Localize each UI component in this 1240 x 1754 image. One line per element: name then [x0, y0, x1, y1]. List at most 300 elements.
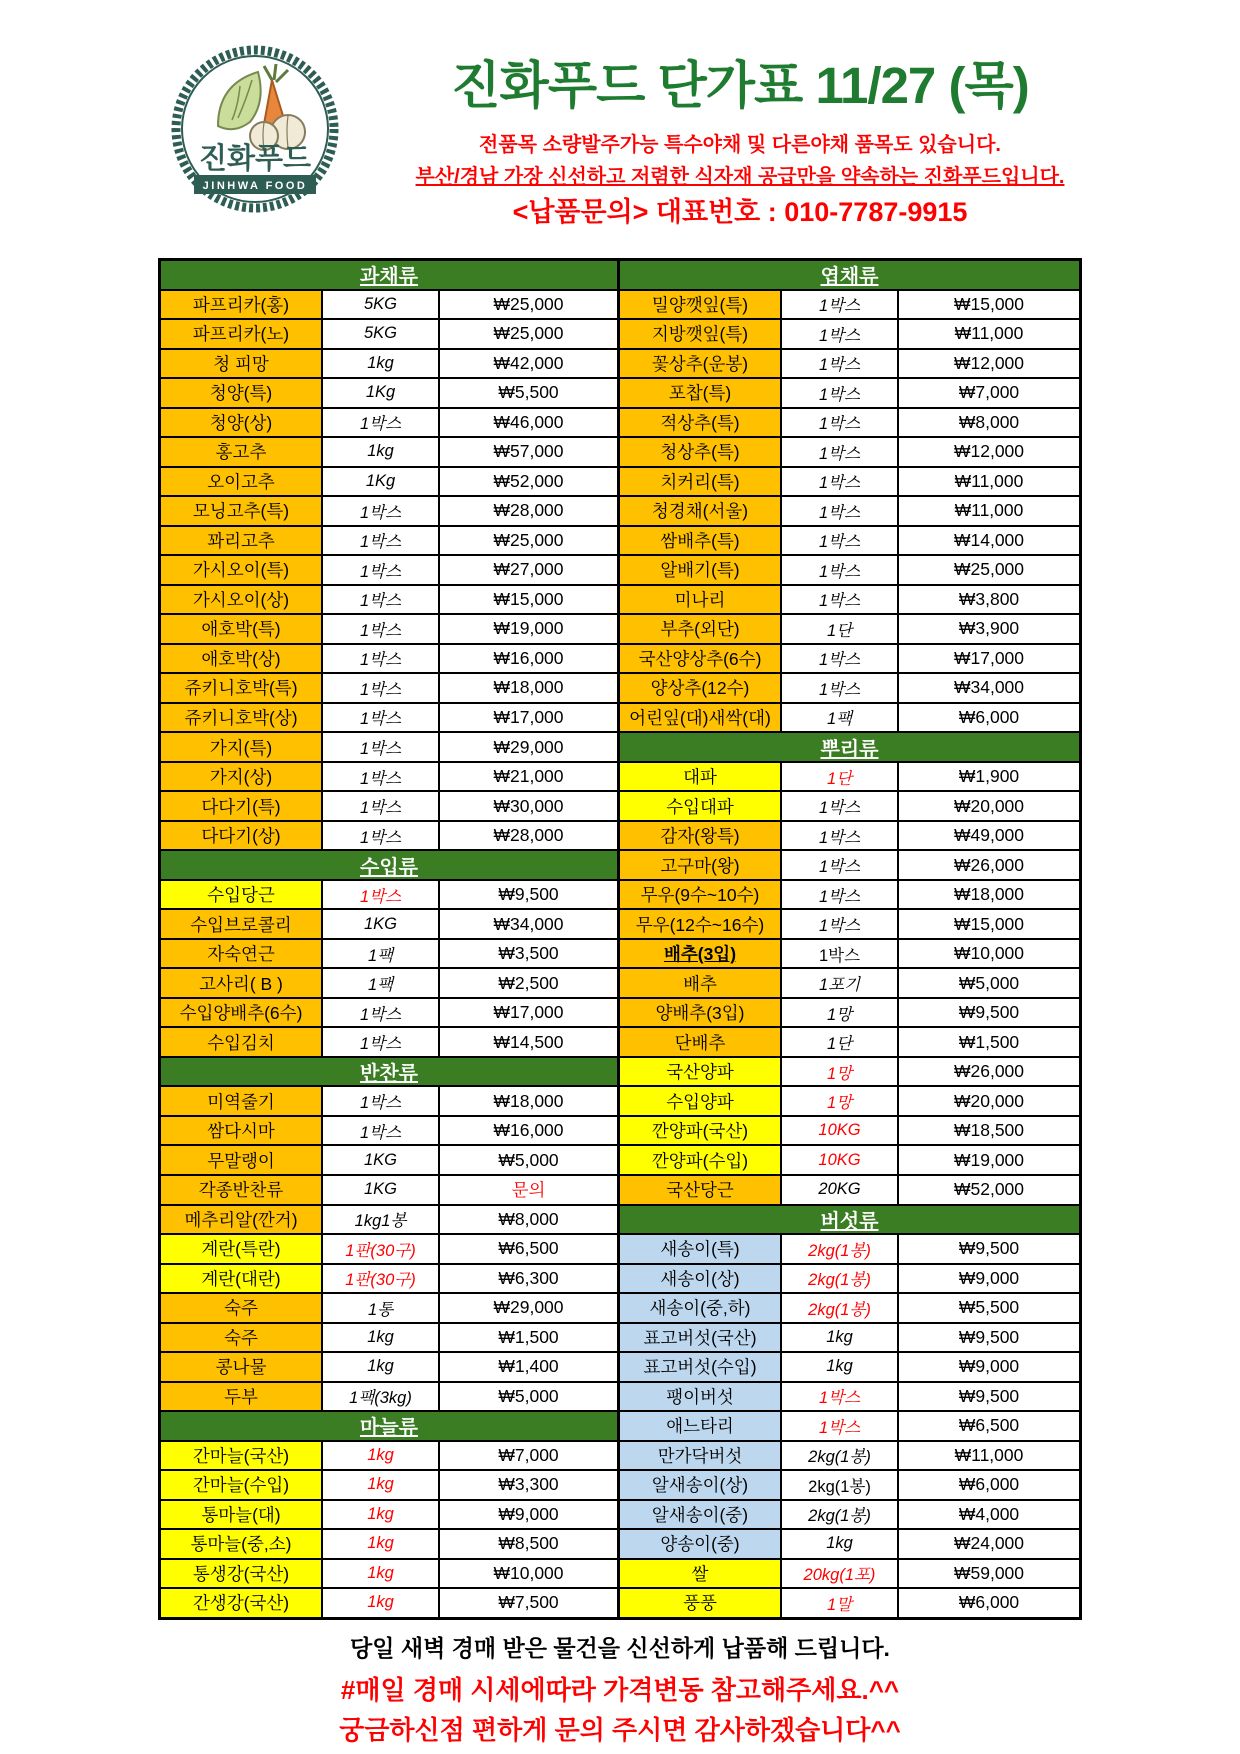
- unit-cell: 1박스: [782, 586, 899, 614]
- unit-cell: 1포기: [782, 969, 899, 997]
- unit-cell: 2kg(1봉): [782, 1471, 899, 1499]
- item-name-cell: 두부: [161, 1383, 323, 1411]
- table-row: [620, 586, 1079, 616]
- table-row: [620, 350, 1079, 380]
- table-row: [161, 1117, 617, 1147]
- unit-cell: 1단: [782, 1028, 899, 1056]
- unit-cell: 1박스: [323, 792, 440, 820]
- item-name-cell: 무말랭이: [161, 1146, 323, 1174]
- price-cell: ₩18,500: [953, 1120, 1025, 1141]
- item-name-cell: 알새송이(중): [620, 1501, 782, 1529]
- table-row: [620, 674, 1079, 704]
- price-cell: ₩25,000: [953, 559, 1025, 580]
- price-cell: ₩24,000: [953, 1533, 1025, 1554]
- table-row: [161, 704, 617, 734]
- table-row: [161, 1560, 617, 1590]
- item-name-cell: 애느타리: [620, 1412, 782, 1440]
- item-name-cell: 계란(대란): [161, 1265, 323, 1293]
- unit-cell: 1kg: [782, 1530, 899, 1558]
- price-cell: ₩9,000: [498, 1503, 559, 1524]
- unit-cell: 2kg(1봉): [782, 1235, 899, 1263]
- item-name-cell: 청상추(특): [620, 438, 782, 466]
- unit-cell: 1박스: [782, 497, 899, 525]
- price-cell: ₩12,000: [953, 352, 1025, 373]
- item-name-cell: 만가닥버섯: [620, 1442, 782, 1470]
- item-name-cell: 쌀: [620, 1560, 782, 1588]
- price-cell: ₩17,000: [493, 706, 564, 727]
- unit-cell: 1박스: [323, 733, 440, 761]
- section-header-row: [620, 733, 1079, 763]
- table-row: [161, 1353, 617, 1383]
- item-name-cell: 청양(특): [161, 379, 323, 407]
- unit-cell: 1kg: [323, 438, 440, 466]
- unit-cell: 1Kg: [323, 379, 440, 407]
- item-name-cell: 쌈다시마: [161, 1117, 323, 1145]
- unit-cell: 1KG: [323, 1176, 440, 1204]
- price-cell: ₩1,900: [958, 766, 1020, 787]
- price-table: [158, 258, 1082, 1620]
- price-cell: ₩12,000: [953, 441, 1025, 462]
- table-row: [161, 615, 617, 645]
- table-row: [620, 409, 1079, 439]
- item-name-cell: 수입양배추(6수): [161, 999, 323, 1027]
- price-cell: ₩9,500: [958, 1385, 1020, 1406]
- item-name-cell: 밀양깻잎(특): [620, 291, 782, 319]
- table-row: [161, 910, 617, 940]
- footer-note-delivery: 당일 새벽 경매 받은 물건을 신선하게 납품해 드립니다.: [350, 1635, 890, 1661]
- item-name-cell: 표고버섯(국산): [620, 1324, 782, 1352]
- unit-cell: 2kg(1봉): [782, 1294, 899, 1322]
- price-cell: ₩25,000: [493, 323, 564, 344]
- price-cell: ₩9,500: [958, 1238, 1020, 1259]
- item-name-cell: 파프리카(노): [161, 320, 323, 348]
- table-row: [161, 822, 617, 852]
- price-cell: ₩7,000: [498, 1444, 559, 1465]
- table-row: [161, 468, 617, 498]
- footer-note-price-change: #매일 경매 시세에따라 가격변동 참고해주세요.^^: [340, 1675, 900, 1705]
- item-name-cell: 국산양상추(6수): [620, 645, 782, 673]
- item-name-cell: 배추: [620, 969, 782, 997]
- table-row: [620, 1117, 1079, 1147]
- table-row: [620, 851, 1079, 881]
- unit-cell: 1팩(3kg): [323, 1383, 440, 1411]
- item-name-cell: 통마늘(대): [161, 1501, 323, 1529]
- price-cell: ₩4,000: [958, 1503, 1020, 1524]
- unit-cell: 1박스: [782, 822, 899, 850]
- item-name-cell: 대파: [620, 763, 782, 791]
- unit-cell: 1박스: [323, 763, 440, 791]
- unit-cell: 1kg: [323, 1501, 440, 1529]
- table-row: [161, 350, 617, 380]
- item-name-cell: 수입대파: [620, 792, 782, 820]
- price-cell: ₩14,000: [953, 529, 1025, 550]
- price-cell: ₩9,000: [958, 1267, 1020, 1288]
- item-name-cell: 간마늘(국산): [161, 1442, 323, 1470]
- section-title: 엽채류: [820, 266, 879, 289]
- unit-cell: 1박스: [323, 1087, 440, 1115]
- table-row: [620, 1235, 1079, 1265]
- price-cell: ₩9,500: [958, 1002, 1020, 1023]
- item-name-cell: 쥬키니호박(특): [161, 674, 323, 702]
- price-cell: ₩9,000: [958, 1356, 1020, 1377]
- item-name-cell: 풍풍: [620, 1589, 782, 1617]
- price-table-left-column: [161, 261, 620, 1617]
- table-row: [161, 527, 617, 557]
- subtitle-line-2: 부산/경남 가장 신선하고 저렴한 식자재 공급만을 약속하는 진화푸드입니다.: [415, 166, 1065, 188]
- price-cell: ₩19,000: [493, 618, 564, 639]
- table-row: [620, 704, 1079, 734]
- price-cell: ₩26,000: [953, 1061, 1025, 1082]
- unit-cell: 1kg: [782, 1324, 899, 1352]
- table-row: [161, 409, 617, 439]
- logo-english-text: JINHWA FOOD: [202, 180, 308, 192]
- unit-cell: 1팩: [323, 969, 440, 997]
- item-name-cell: 자숙연근: [161, 940, 323, 968]
- price-cell: ₩6,000: [958, 1592, 1020, 1613]
- table-row: [161, 1235, 617, 1265]
- table-row: [161, 1324, 617, 1354]
- unit-cell: 1판(30구): [323, 1235, 440, 1263]
- price-cell: ₩8,500: [498, 1533, 559, 1554]
- table-row: [161, 763, 617, 793]
- price-cell: ₩9,500: [498, 884, 559, 905]
- table-row: [161, 733, 617, 763]
- table-row: [620, 792, 1079, 822]
- item-name-cell: 홍고추: [161, 438, 323, 466]
- unit-cell: 1박스: [323, 645, 440, 673]
- table-row: [161, 497, 617, 527]
- unit-cell: 1박스: [782, 320, 899, 348]
- item-name-cell: 메추리알(깐거): [161, 1206, 323, 1234]
- section-title: 과채류: [360, 266, 418, 289]
- section-header-row: [161, 1058, 617, 1088]
- table-row: [161, 940, 617, 970]
- price-cell: ₩1,400: [498, 1356, 559, 1377]
- unit-cell: 1통: [323, 1294, 440, 1322]
- unit-cell: 1박스: [782, 350, 899, 378]
- unit-cell: 1박스: [782, 556, 899, 584]
- unit-cell: 1kg: [323, 1353, 440, 1381]
- item-name-cell: 팽이버섯: [620, 1383, 782, 1411]
- unit-cell: 1판(30구): [323, 1265, 440, 1293]
- item-name-cell: 미역줄기: [161, 1087, 323, 1115]
- table-row: [161, 1471, 617, 1501]
- item-name-cell: 양배추(3입): [620, 999, 782, 1027]
- unit-cell: 1kg: [323, 1589, 440, 1617]
- price-cell: ₩8,000: [498, 1208, 559, 1229]
- item-name-cell: 수입당근: [161, 881, 323, 909]
- table-row: [161, 1589, 617, 1617]
- price-cell: ₩14,500: [493, 1031, 564, 1052]
- unit-cell: 1박스: [323, 556, 440, 584]
- price-cell: 문의: [511, 1180, 546, 1201]
- table-row: [620, 1501, 1079, 1531]
- table-row: [620, 940, 1079, 970]
- price-cell: ₩46,000: [493, 411, 564, 432]
- price-cell: ₩18,000: [953, 884, 1025, 905]
- item-name-cell: 통생강(국산): [161, 1560, 323, 1588]
- price-cell: ₩6,300: [498, 1267, 559, 1288]
- price-cell: ₩5,000: [498, 1149, 559, 1170]
- price-cell: ₩11,000: [954, 470, 1024, 491]
- unit-cell: 1망: [782, 1058, 899, 1086]
- table-row: [620, 556, 1079, 586]
- table-row: [161, 1501, 617, 1531]
- item-name-cell: 숙주: [161, 1294, 323, 1322]
- price-cell: ₩28,000: [493, 825, 564, 846]
- unit-cell: 1박스: [323, 586, 440, 614]
- unit-cell: 2kg(1봉): [782, 1265, 899, 1293]
- unit-cell: 2kg(1봉): [782, 1442, 899, 1470]
- unit-cell: 10KG: [782, 1146, 899, 1174]
- item-name-cell: 각종반찬류: [161, 1176, 323, 1204]
- table-row: [161, 556, 617, 586]
- price-cell: ₩29,000: [493, 736, 564, 757]
- price-cell: ₩1,500: [958, 1031, 1020, 1052]
- item-name-cell: 꽃상추(운봉): [620, 350, 782, 378]
- item-name-cell: 표고버섯(수입): [620, 1353, 782, 1381]
- unit-cell: 1망: [782, 1087, 899, 1115]
- item-name-cell: 알배기(특): [620, 556, 782, 584]
- price-cell: ₩15,000: [493, 588, 564, 609]
- footer-note-inquiry: 궁금하신점 편하게 문의 주시면 감사하겠습니다^^: [339, 1715, 901, 1745]
- item-name-cell: 양상추(12수): [620, 674, 782, 702]
- unit-cell: 1박스: [782, 527, 899, 555]
- table-row: [620, 1176, 1079, 1206]
- page-title: 진화푸드 단가표 11/27 (목): [451, 57, 1029, 114]
- unit-cell: 1박스: [323, 497, 440, 525]
- price-cell: ₩11,000: [954, 323, 1024, 344]
- contact-phone: <납품문의> 대표번호 : 010-7787-9915: [512, 197, 968, 227]
- unit-cell: 2kg(1봉): [782, 1501, 899, 1529]
- table-row: [620, 1442, 1079, 1472]
- price-cell: ₩25,000: [493, 293, 564, 314]
- table-row: [161, 999, 617, 1029]
- price-cell: ₩16,000: [493, 647, 564, 668]
- unit-cell: 1박스: [782, 940, 899, 968]
- unit-cell: 1박스: [782, 674, 899, 702]
- unit-cell: 1박스: [323, 704, 440, 732]
- price-cell: ₩18,000: [493, 677, 564, 698]
- item-name-cell: 양송이(중): [620, 1530, 782, 1558]
- item-name-cell: 애호박(특): [161, 615, 323, 643]
- price-cell: ₩5,000: [958, 972, 1020, 993]
- price-cell: ₩21,000: [493, 766, 564, 787]
- item-name-cell: 무우(12수~16수): [620, 910, 782, 938]
- table-row: [161, 1028, 617, 1058]
- item-name-cell: 꽈리고추: [161, 527, 323, 555]
- table-row: [620, 1058, 1079, 1088]
- item-name-cell: 가시오이(특): [161, 556, 323, 584]
- price-cell: ₩11,000: [954, 500, 1024, 521]
- price-cell: ₩30,000: [493, 795, 564, 816]
- table-row: [620, 1383, 1079, 1413]
- unit-cell: 1kg1봉: [323, 1206, 440, 1234]
- table-row: [620, 881, 1079, 911]
- unit-cell: 1단: [782, 615, 899, 643]
- table-row: [161, 320, 617, 350]
- unit-cell: 1kg: [323, 1560, 440, 1588]
- price-cell: ₩52,000: [953, 1179, 1025, 1200]
- price-cell: ₩19,000: [953, 1149, 1025, 1170]
- company-logo: [160, 40, 350, 220]
- subtitle-line-1: 전품목 소량발주가능 특수야채 및 다른야채 품목도 있습니다.: [479, 134, 1001, 156]
- unit-cell: 1박스: [782, 438, 899, 466]
- item-name-cell: 숙주: [161, 1324, 323, 1352]
- item-name-cell: 파프리카(홍): [161, 291, 323, 319]
- item-name-cell: 다다기(상): [161, 822, 323, 850]
- section-title: 뿌리류: [820, 738, 879, 761]
- item-name-cell: 쥬키니호박(상): [161, 704, 323, 732]
- item-name-cell: 수입양파: [620, 1087, 782, 1115]
- table-row: [620, 645, 1079, 675]
- section-header-row: [620, 1206, 1079, 1236]
- unit-cell: 1박스: [323, 615, 440, 643]
- price-cell: ₩7,000: [958, 382, 1020, 403]
- unit-cell: 1kg: [782, 1353, 899, 1381]
- logo-korean-text: 진화푸드: [198, 143, 312, 175]
- table-row: [620, 615, 1079, 645]
- price-cell: ₩57,000: [493, 441, 564, 462]
- table-row: [620, 1265, 1079, 1295]
- price-cell: ₩34,000: [953, 677, 1025, 698]
- price-cell: ₩42,000: [493, 352, 564, 373]
- price-cell: ₩8,000: [958, 411, 1020, 432]
- table-row: [161, 586, 617, 616]
- unit-cell: 1박스: [782, 792, 899, 820]
- unit-cell: 1박스: [782, 881, 899, 909]
- unit-cell: 1박스: [782, 468, 899, 496]
- item-name-cell: 새송이(상): [620, 1265, 782, 1293]
- item-name-cell: 감자(왕특): [620, 822, 782, 850]
- item-name-cell: 단배추: [620, 1028, 782, 1056]
- section-header-row: [161, 851, 617, 881]
- item-name-cell: 국산양파: [620, 1058, 782, 1086]
- price-cell: ₩26,000: [953, 854, 1025, 875]
- table-row: [620, 1530, 1079, 1560]
- item-name-cell: 부추(외단): [620, 615, 782, 643]
- price-cell: ₩3,500: [498, 943, 559, 964]
- price-cell: ₩6,500: [498, 1238, 559, 1259]
- section-title: 반찬류: [360, 1063, 418, 1086]
- table-row: [620, 497, 1079, 527]
- table-row: [620, 763, 1079, 793]
- price-cell: ₩10,000: [493, 1562, 564, 1583]
- item-name-cell: 미나리: [620, 586, 782, 614]
- table-row: [620, 822, 1079, 852]
- unit-cell: 1KG: [323, 1146, 440, 1174]
- section-title: 버섯류: [820, 1210, 879, 1233]
- unit-cell: 1박스: [323, 881, 440, 909]
- unit-cell: 5KG: [323, 291, 440, 319]
- unit-cell: 1박스: [782, 409, 899, 437]
- price-cell: ₩29,000: [493, 1297, 564, 1318]
- table-row: [620, 969, 1079, 999]
- price-cell: ₩7,500: [498, 1592, 559, 1613]
- unit-cell: 1팩: [323, 940, 440, 968]
- unit-cell: 1박스: [323, 409, 440, 437]
- section-header-row: [161, 261, 617, 291]
- price-cell: ₩17,000: [493, 1002, 564, 1023]
- unit-cell: 1말: [782, 1589, 899, 1617]
- table-row: [620, 910, 1079, 940]
- table-row: [161, 1146, 617, 1176]
- unit-cell: 1박스: [782, 851, 899, 879]
- table-row: [620, 1324, 1079, 1354]
- table-row: [620, 1087, 1079, 1117]
- item-name-cell: 가지(상): [161, 763, 323, 791]
- table-row: [620, 999, 1079, 1029]
- price-cell: ₩3,900: [958, 618, 1020, 639]
- table-row: [161, 1294, 617, 1324]
- table-row: [161, 1206, 617, 1236]
- table-row: [161, 438, 617, 468]
- price-cell: ₩52,000: [493, 470, 564, 491]
- table-row: [161, 1530, 617, 1560]
- price-cell: ₩5,500: [498, 382, 559, 403]
- jinhwa-food-stamp-icon: [160, 40, 350, 220]
- table-row: [620, 1589, 1079, 1617]
- item-name-cell: 적상추(특): [620, 409, 782, 437]
- item-name-cell: 포찹(특): [620, 379, 782, 407]
- item-name-cell: 쌈배추(특): [620, 527, 782, 555]
- item-name-cell: 치커리(특): [620, 468, 782, 496]
- item-name-cell: 간마늘(수입): [161, 1471, 323, 1499]
- item-name-cell: 콩나물: [161, 1353, 323, 1381]
- item-name-cell: 지방깻잎(특): [620, 320, 782, 348]
- unit-cell: 1kg: [323, 1324, 440, 1352]
- unit-cell: 1kg: [323, 1471, 440, 1499]
- item-name-cell: 청양(상): [161, 409, 323, 437]
- unit-cell: 1박스: [782, 910, 899, 938]
- unit-cell: 1kg: [323, 1442, 440, 1470]
- table-row: [620, 1412, 1079, 1442]
- unit-cell: 1박스: [782, 379, 899, 407]
- table-row: [161, 792, 617, 822]
- item-name-cell: 무우(9수~10수): [620, 881, 782, 909]
- price-cell: ₩18,000: [493, 1090, 564, 1111]
- table-row: [620, 1353, 1079, 1383]
- price-cell: ₩11,000: [954, 1444, 1024, 1465]
- item-name-cell: 수입브로콜리: [161, 910, 323, 938]
- unit-cell: 1박스: [782, 1383, 899, 1411]
- table-row: [620, 468, 1079, 498]
- unit-cell: 1박스: [782, 291, 899, 319]
- price-cell: ₩16,000: [493, 1120, 564, 1141]
- item-name-cell: 가시오이(상): [161, 586, 323, 614]
- price-cell: ₩9,500: [958, 1326, 1020, 1347]
- unit-cell: 1박스: [782, 645, 899, 673]
- item-name-cell: 오이고추: [161, 468, 323, 496]
- item-name-cell: 수입김치: [161, 1028, 323, 1056]
- unit-cell: 1kg: [323, 350, 440, 378]
- item-name-cell: 어린잎(대)새싹(대): [620, 704, 782, 732]
- unit-cell: 1박스: [323, 1117, 440, 1145]
- item-name-cell: 새송이(중,하): [620, 1294, 782, 1322]
- price-cell: ₩27,000: [493, 559, 564, 580]
- unit-cell: 1박스: [323, 822, 440, 850]
- price-cell: ₩28,000: [493, 500, 564, 521]
- price-cell: ₩59,000: [953, 1562, 1025, 1583]
- item-name-cell: 통마늘(중,소): [161, 1530, 323, 1558]
- table-row: [620, 438, 1079, 468]
- section-title: 수입류: [360, 856, 418, 879]
- item-name-cell: 알새송이(상): [620, 1471, 782, 1499]
- price-cell: ₩25,000: [493, 529, 564, 550]
- price-cell: ₩2,500: [498, 972, 559, 993]
- item-name-cell: 다다기(특): [161, 792, 323, 820]
- item-name-cell: 계란(특란): [161, 1235, 323, 1263]
